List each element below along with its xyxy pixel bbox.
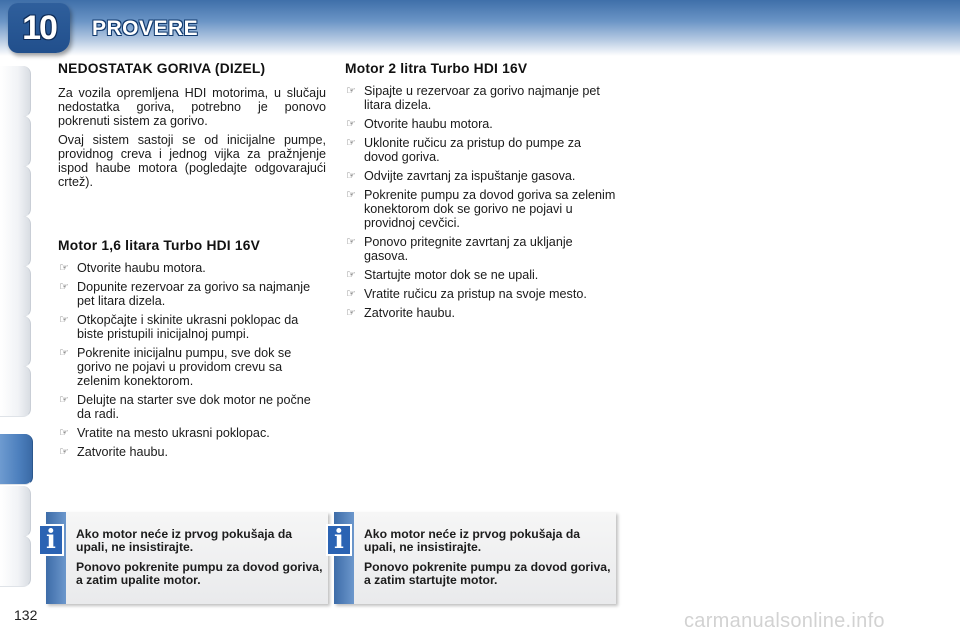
pointing-hand-icon: ☞ bbox=[59, 347, 69, 359]
chapter-tab-active[interactable] bbox=[0, 434, 33, 485]
list-item: ☞ Zatvorite haubu. bbox=[59, 445, 169, 459]
intro-paragraph: Za vozila opremljena HDI motorima, u slučaju nedostatka goriva, potrebno je ponovo pokrenuti sistem za gorivo. bbox=[58, 86, 326, 128]
list-item: ☞ Pokrenite inicijalnu pumpu, sve dok se gorivo ne pojavi u providom crevu sa zelenim konektorom. bbox=[59, 346, 292, 388]
list-item: ☞ Vratite ručicu za pristup na svoje mesto. bbox=[346, 287, 587, 301]
info-box-16 bbox=[46, 512, 328, 604]
info-box-20 bbox=[334, 512, 616, 604]
chapter-badge bbox=[8, 3, 70, 53]
list-item: ☞ Vratite na mesto ukrasni poklopac. bbox=[59, 426, 270, 440]
page-number: 132 bbox=[14, 607, 38, 623]
pointing-hand-icon: ☞ bbox=[346, 85, 356, 97]
list-item: ☞ Ponovo pritegnite zavrtanj za ukljanje gasova. bbox=[346, 235, 573, 263]
page-title: PROVERE bbox=[92, 17, 199, 40]
list-item: ☞ Pokrenite pumpu za dovod goriva sa zelenim konektorom dok se gorivo ne pojavi u providnoj cevčici. bbox=[346, 188, 616, 230]
chapter-number: 10 bbox=[22, 9, 56, 47]
pointing-hand-icon: ☞ bbox=[346, 118, 356, 130]
list-item: ☞ Otvorite haubu motora. bbox=[59, 261, 206, 275]
chapter-tab-5[interactable] bbox=[0, 266, 31, 317]
chapter-tab-9[interactable] bbox=[0, 486, 31, 537]
chapter-tab-2[interactable] bbox=[0, 116, 31, 167]
steps-list-20 bbox=[345, 84, 617, 320]
pointing-hand-icon: ☞ bbox=[59, 394, 69, 406]
info-text bbox=[364, 528, 612, 594]
chapter-tab-1[interactable] bbox=[0, 66, 31, 117]
info-icon: i bbox=[326, 524, 352, 556]
chapter-tab-6[interactable] bbox=[0, 316, 31, 367]
chapter-tab-10[interactable] bbox=[0, 536, 31, 587]
section-title-20: Motor 2 litra Turbo HDI 16V bbox=[345, 61, 528, 76]
pointing-hand-icon: ☞ bbox=[346, 269, 356, 281]
subsection-title-16: Motor 1,6 litara Turbo HDI 16V bbox=[58, 238, 260, 253]
pointing-hand-icon: ☞ bbox=[59, 446, 69, 458]
list-item: ☞ Sipajte u rezervoar za gorivo najmanje pet litara dizela. bbox=[346, 84, 600, 112]
chapter-tab-4[interactable] bbox=[0, 216, 31, 267]
list-item: ☞ Zatvorite haubu. bbox=[346, 306, 456, 320]
pointing-hand-icon: ☞ bbox=[346, 236, 356, 248]
pointing-hand-icon: ☞ bbox=[346, 307, 356, 319]
chapter-tab-3[interactable] bbox=[0, 166, 31, 217]
pointing-hand-icon: ☞ bbox=[59, 427, 69, 439]
steps-list-16 bbox=[58, 261, 326, 459]
watermark: carmanualsonline.info bbox=[684, 610, 885, 632]
list-item: ☞ Otvorite haubu motora. bbox=[346, 117, 493, 131]
pointing-hand-icon: ☞ bbox=[346, 288, 356, 300]
page-header bbox=[0, 0, 960, 56]
info-line-1: Ako motor neće iz prvog pokušaja da upali, ne insistirajte. bbox=[76, 527, 293, 554]
list-item: ☞ Odvijte zavrtanj za ispuštanje gasova. bbox=[346, 169, 576, 183]
pointing-hand-icon: ☞ bbox=[59, 314, 69, 326]
pointing-hand-icon: ☞ bbox=[59, 281, 69, 293]
pointing-hand-icon: ☞ bbox=[346, 137, 356, 149]
list-item: ☞ Startujte motor dok se ne upali. bbox=[346, 268, 539, 282]
pointing-hand-icon: ☞ bbox=[346, 189, 356, 201]
list-item: ☞ Uklonite ručicu za pristup do pumpe za dovod goriva. bbox=[346, 136, 582, 164]
section-title: NEDOSTATAK GORIVA (DIZEL) bbox=[58, 61, 266, 76]
list-item: ☞ Dopunite rezervoar za gorivo sa najmanje pet litara dizela. bbox=[59, 280, 311, 308]
pointing-hand-icon: ☞ bbox=[59, 262, 69, 274]
chapter-tabs bbox=[0, 66, 36, 586]
info-line-2: Ponovo pokrenite pumpu za dovod goriva, a zatim startujte motor. bbox=[364, 560, 611, 587]
system-paragraph: Ovaj sistem sastoji se od inicijalne pumpe, providnog creva i jednog vijka za pražnjenje ispod haube motora (pogledajte odgovarajući crtež). bbox=[58, 133, 326, 189]
info-text bbox=[76, 528, 324, 594]
right-column bbox=[345, 62, 617, 325]
info-icon: i bbox=[38, 524, 64, 556]
chapter-tab-7[interactable] bbox=[0, 366, 31, 417]
list-item: ☞ Otkopčajte i skinite ukrasni poklopac da biste pristupili inicijalnoj pumpi. bbox=[59, 313, 299, 341]
info-line-1: Ako motor neće iz prvog pokušaja da upali, ne insistirajte. bbox=[364, 527, 581, 554]
pointing-hand-icon: ☞ bbox=[346, 170, 356, 182]
info-line-2: Ponovo pokrenite pumpu za dovod goriva, a zatim upalite motor. bbox=[76, 560, 323, 587]
left-column bbox=[58, 62, 326, 464]
list-item: ☞ Delujte na starter sve dok motor ne počne da radi. bbox=[59, 393, 311, 421]
